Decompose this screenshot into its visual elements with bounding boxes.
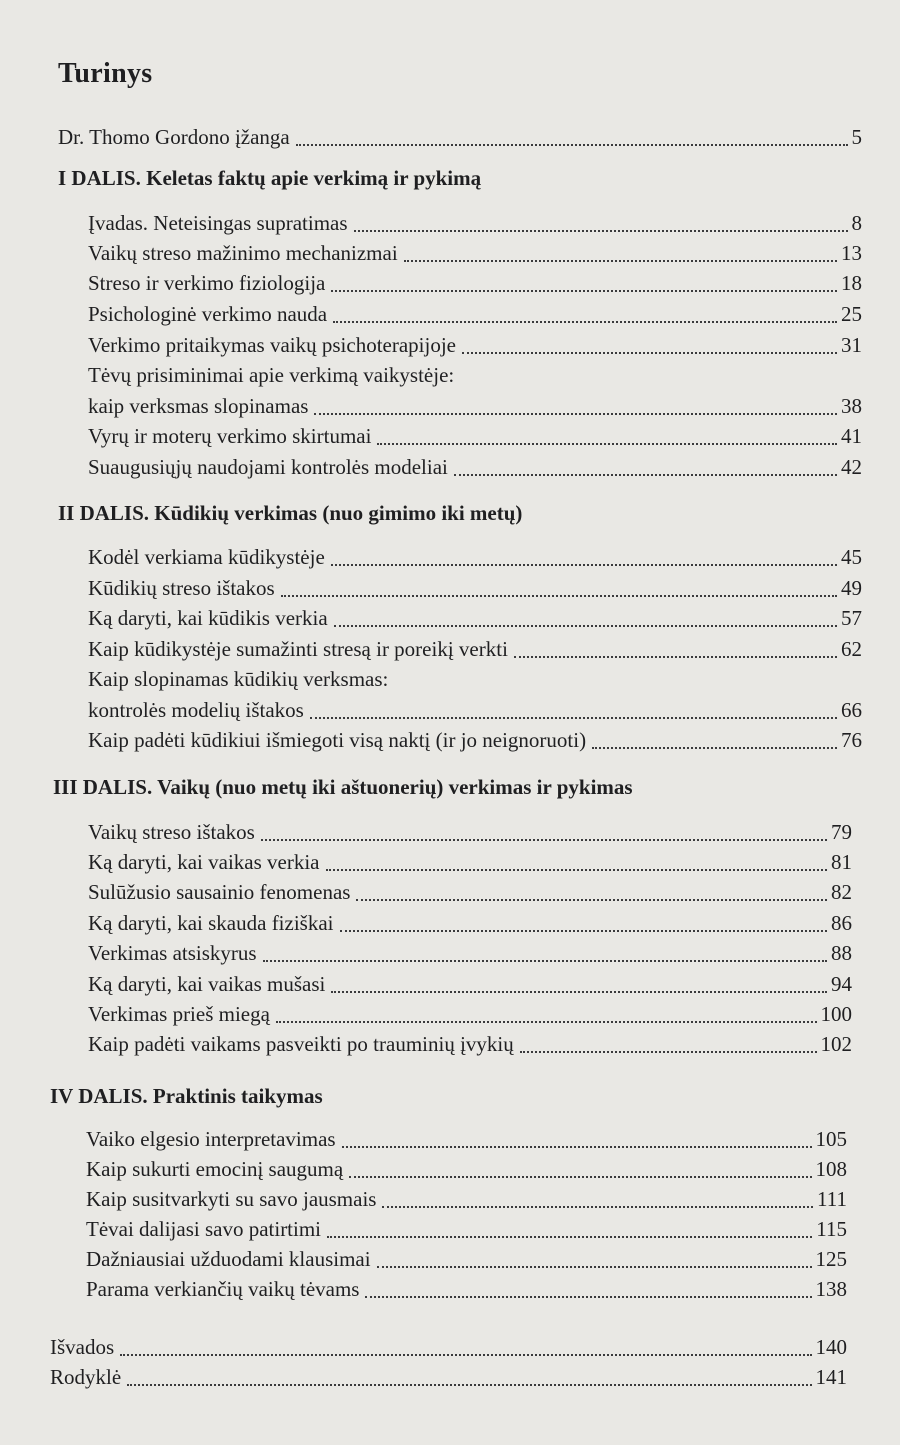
toc-entry-page: 8: [851, 211, 862, 235]
toc-entry-title: Kaip kūdikystėje sumažinti stresą ir poreikį verkti: [88, 637, 508, 661]
toc-entry-page: 140: [815, 1335, 847, 1359]
dot-leader: [314, 413, 837, 415]
toc-entry-title-line1: Tėvų prisiminimai apie verkimą vaikystėje:: [88, 363, 455, 387]
toc-entry: [86, 1216, 847, 1242]
dot-leader: [356, 899, 827, 901]
dot-leader: [514, 656, 837, 658]
dot-leader: [404, 260, 837, 262]
toc-entry-page: 81: [831, 850, 852, 874]
page-title: Turinys: [58, 58, 153, 89]
toc-entry-title: Suaugusiųjų naudojami kontrolės modeliai: [88, 455, 448, 479]
toc-entry: [88, 1001, 852, 1027]
toc-entry: [88, 636, 862, 662]
dot-leader: [454, 474, 837, 476]
dot-leader: [120, 1354, 811, 1356]
toc-entry-title: Rodyklė: [50, 1365, 122, 1389]
part-heading-1: I DALIS. Keletas faktų apie verkimą ir pykimą: [58, 166, 482, 190]
toc-entry: [88, 423, 862, 449]
toc-entry: [88, 270, 862, 296]
dot-leader: [334, 625, 837, 627]
dot-leader: [354, 230, 848, 232]
toc-entry-page: 100: [820, 1002, 852, 1026]
toc-entry: [88, 393, 862, 419]
toc-entry-index: [50, 1364, 847, 1390]
dot-leader: [365, 1296, 811, 1298]
toc-entry-title: Įvadas. Neteisingas supratimas: [88, 211, 348, 235]
toc-entry: [86, 1276, 847, 1302]
toc-entry: [88, 971, 852, 997]
toc-entry-title: Vyrų ir moterų verkimo skirtumai: [88, 424, 372, 448]
toc-entry-title: Sulūžusio sausainio fenomenas: [88, 880, 351, 904]
toc-entry-page: 108: [815, 1157, 847, 1181]
dot-leader: [276, 1021, 817, 1023]
toc-entry-page: 31: [841, 333, 862, 357]
toc-entry-title: Kodėl verkiama kūdikystėje: [88, 545, 325, 569]
toc-entry-title: Vaikų streso ištakos: [88, 820, 255, 844]
toc-entry-conclusions: [50, 1334, 847, 1360]
toc-entry-title: Kaip padėti vaikams pasveikti po trauminių įvykių: [88, 1032, 514, 1056]
toc-entry-intro: [58, 124, 862, 150]
toc-entry-page: 86: [831, 911, 852, 935]
toc-entry-title: Dažniausiai užduodami klausimai: [86, 1247, 371, 1271]
toc-entry-page: 41: [841, 424, 862, 448]
dot-leader: [342, 1146, 812, 1148]
dot-leader: [382, 1206, 813, 1208]
toc-entry-page: 45: [841, 545, 862, 569]
dot-leader: [520, 1051, 817, 1053]
dot-leader: [127, 1384, 811, 1386]
toc-entry-page: 62: [841, 637, 862, 661]
toc-entry-page: 38: [841, 394, 862, 418]
toc-entry: [86, 1246, 847, 1272]
dot-leader: [261, 839, 827, 841]
toc-entry-title: Psichologinė verkimo nauda: [88, 302, 328, 326]
dot-leader: [592, 747, 837, 749]
toc-entry-page: 76: [841, 728, 862, 752]
toc-entry-page: 18: [841, 271, 862, 295]
toc-entry-title: Ką daryti, kai kūdikis verkia: [88, 606, 328, 630]
toc-entry-page: 49: [841, 576, 862, 600]
toc-entry: [88, 849, 852, 875]
toc-entry: [86, 1186, 847, 1212]
toc-entry-page: 5: [851, 125, 862, 149]
toc-entry-page: 42: [841, 455, 862, 479]
toc-entry-page: 115: [816, 1217, 847, 1241]
dot-leader: [327, 1236, 812, 1238]
toc-entry: [88, 210, 862, 236]
toc-entry-title-line1: Kaip slopinamas kūdikių verksmas:: [88, 667, 389, 691]
toc-entry-title: Verkimas atsiskyrus: [88, 941, 257, 965]
toc-entry-title: kontrolės modelių ištakos: [88, 698, 304, 722]
toc-entry-page: 141: [815, 1365, 847, 1389]
toc-entry: [88, 727, 862, 753]
toc-entry-title: Verkimo pritaikymas vaikų psichoterapijoje: [88, 333, 456, 357]
toc-entry-title: Kaip susitvarkyti su savo jausmais: [86, 1187, 377, 1211]
toc-entry-title: Kaip sukurti emocinį saugumą: [86, 1157, 344, 1181]
toc-entry: [88, 332, 862, 358]
toc-entry-title: Parama verkiančių vaikų tėvams: [86, 1277, 360, 1301]
toc-entry-page: 105: [815, 1127, 847, 1151]
toc-entry-page: 57: [841, 606, 862, 630]
dot-leader: [340, 930, 828, 932]
toc-entry: [88, 879, 852, 905]
toc-entry-title: Ką daryti, kai vaikas mušasi: [88, 972, 326, 996]
toc-entry-title: Verkimas prieš miegą: [88, 1002, 270, 1026]
toc-entry-page: 125: [815, 1247, 847, 1271]
part-heading-3: III DALIS. Vaikų (nuo metų iki aštuonerių) verkimas ir pykimas: [53, 775, 633, 799]
toc-entry-title: Ką daryti, kai vaikas verkia: [88, 850, 320, 874]
part-heading-2: II DALIS. Kūdikių verkimas (nuo gimimo iki metų): [58, 501, 523, 525]
toc-entry-page: 66: [841, 698, 862, 722]
toc-entry-title: Tėvai dalijasi savo patirtimi: [86, 1217, 322, 1241]
toc-entry: [88, 940, 852, 966]
toc-entry: [88, 1031, 852, 1057]
toc-entry: [88, 454, 862, 480]
toc-entry-page: 138: [815, 1277, 847, 1301]
toc-entry: [88, 575, 862, 601]
toc-entry: [88, 240, 862, 266]
dot-leader: [326, 869, 828, 871]
dot-leader: [331, 564, 837, 566]
toc-entry-page: 82: [831, 880, 852, 904]
toc-entry: [88, 605, 862, 631]
toc-entry-page: 88: [831, 941, 852, 965]
toc-entry: [86, 1126, 847, 1152]
toc-entry: [88, 910, 852, 936]
toc-entry: [88, 544, 862, 570]
toc-entry-title: Išvados: [50, 1335, 115, 1359]
toc-entry-page: 25: [841, 302, 862, 326]
toc-entry-title: Kūdikių streso ištakos: [88, 576, 275, 600]
dot-leader: [331, 991, 827, 993]
toc-entry-page: 94: [831, 972, 852, 996]
toc-entry-title: Dr. Thomo Gordono įžanga: [58, 125, 290, 149]
dot-leader: [377, 1266, 812, 1268]
dot-leader: [310, 717, 837, 719]
dot-leader: [349, 1176, 811, 1178]
dot-leader: [281, 595, 837, 597]
toc-entry-title: Streso ir verkimo fiziologija: [88, 271, 326, 295]
toc-entry: [88, 301, 862, 327]
dot-leader: [331, 290, 837, 292]
toc-entry-title: Kaip padėti kūdikiui išmiegoti visą naktį (ir jo neignoruoti): [88, 728, 587, 752]
toc-entry-title: Vaikų streso mažinimo mechanizmai: [88, 241, 398, 265]
dot-leader: [333, 321, 837, 323]
toc-entry: [86, 1156, 847, 1182]
dot-leader: [462, 352, 837, 354]
toc-entry-page: 111: [817, 1187, 847, 1211]
dot-leader: [263, 960, 827, 962]
dot-leader: [296, 144, 848, 146]
dot-leader: [377, 443, 837, 445]
toc-entry: [88, 819, 852, 845]
part-heading-4: IV DALIS. Praktinis taikymas: [50, 1084, 323, 1108]
toc-entry-page: 13: [841, 241, 862, 265]
toc-entry-title: kaip verksmas slopinamas: [88, 394, 309, 418]
toc-entry-page: 102: [820, 1032, 852, 1056]
toc-entry-title: Vaiko elgesio interpretavimas: [86, 1127, 336, 1151]
toc-entry-title: Ką daryti, kai skauda fiziškai: [88, 911, 334, 935]
toc-entry: [88, 697, 862, 723]
toc-entry-page: 79: [831, 820, 852, 844]
